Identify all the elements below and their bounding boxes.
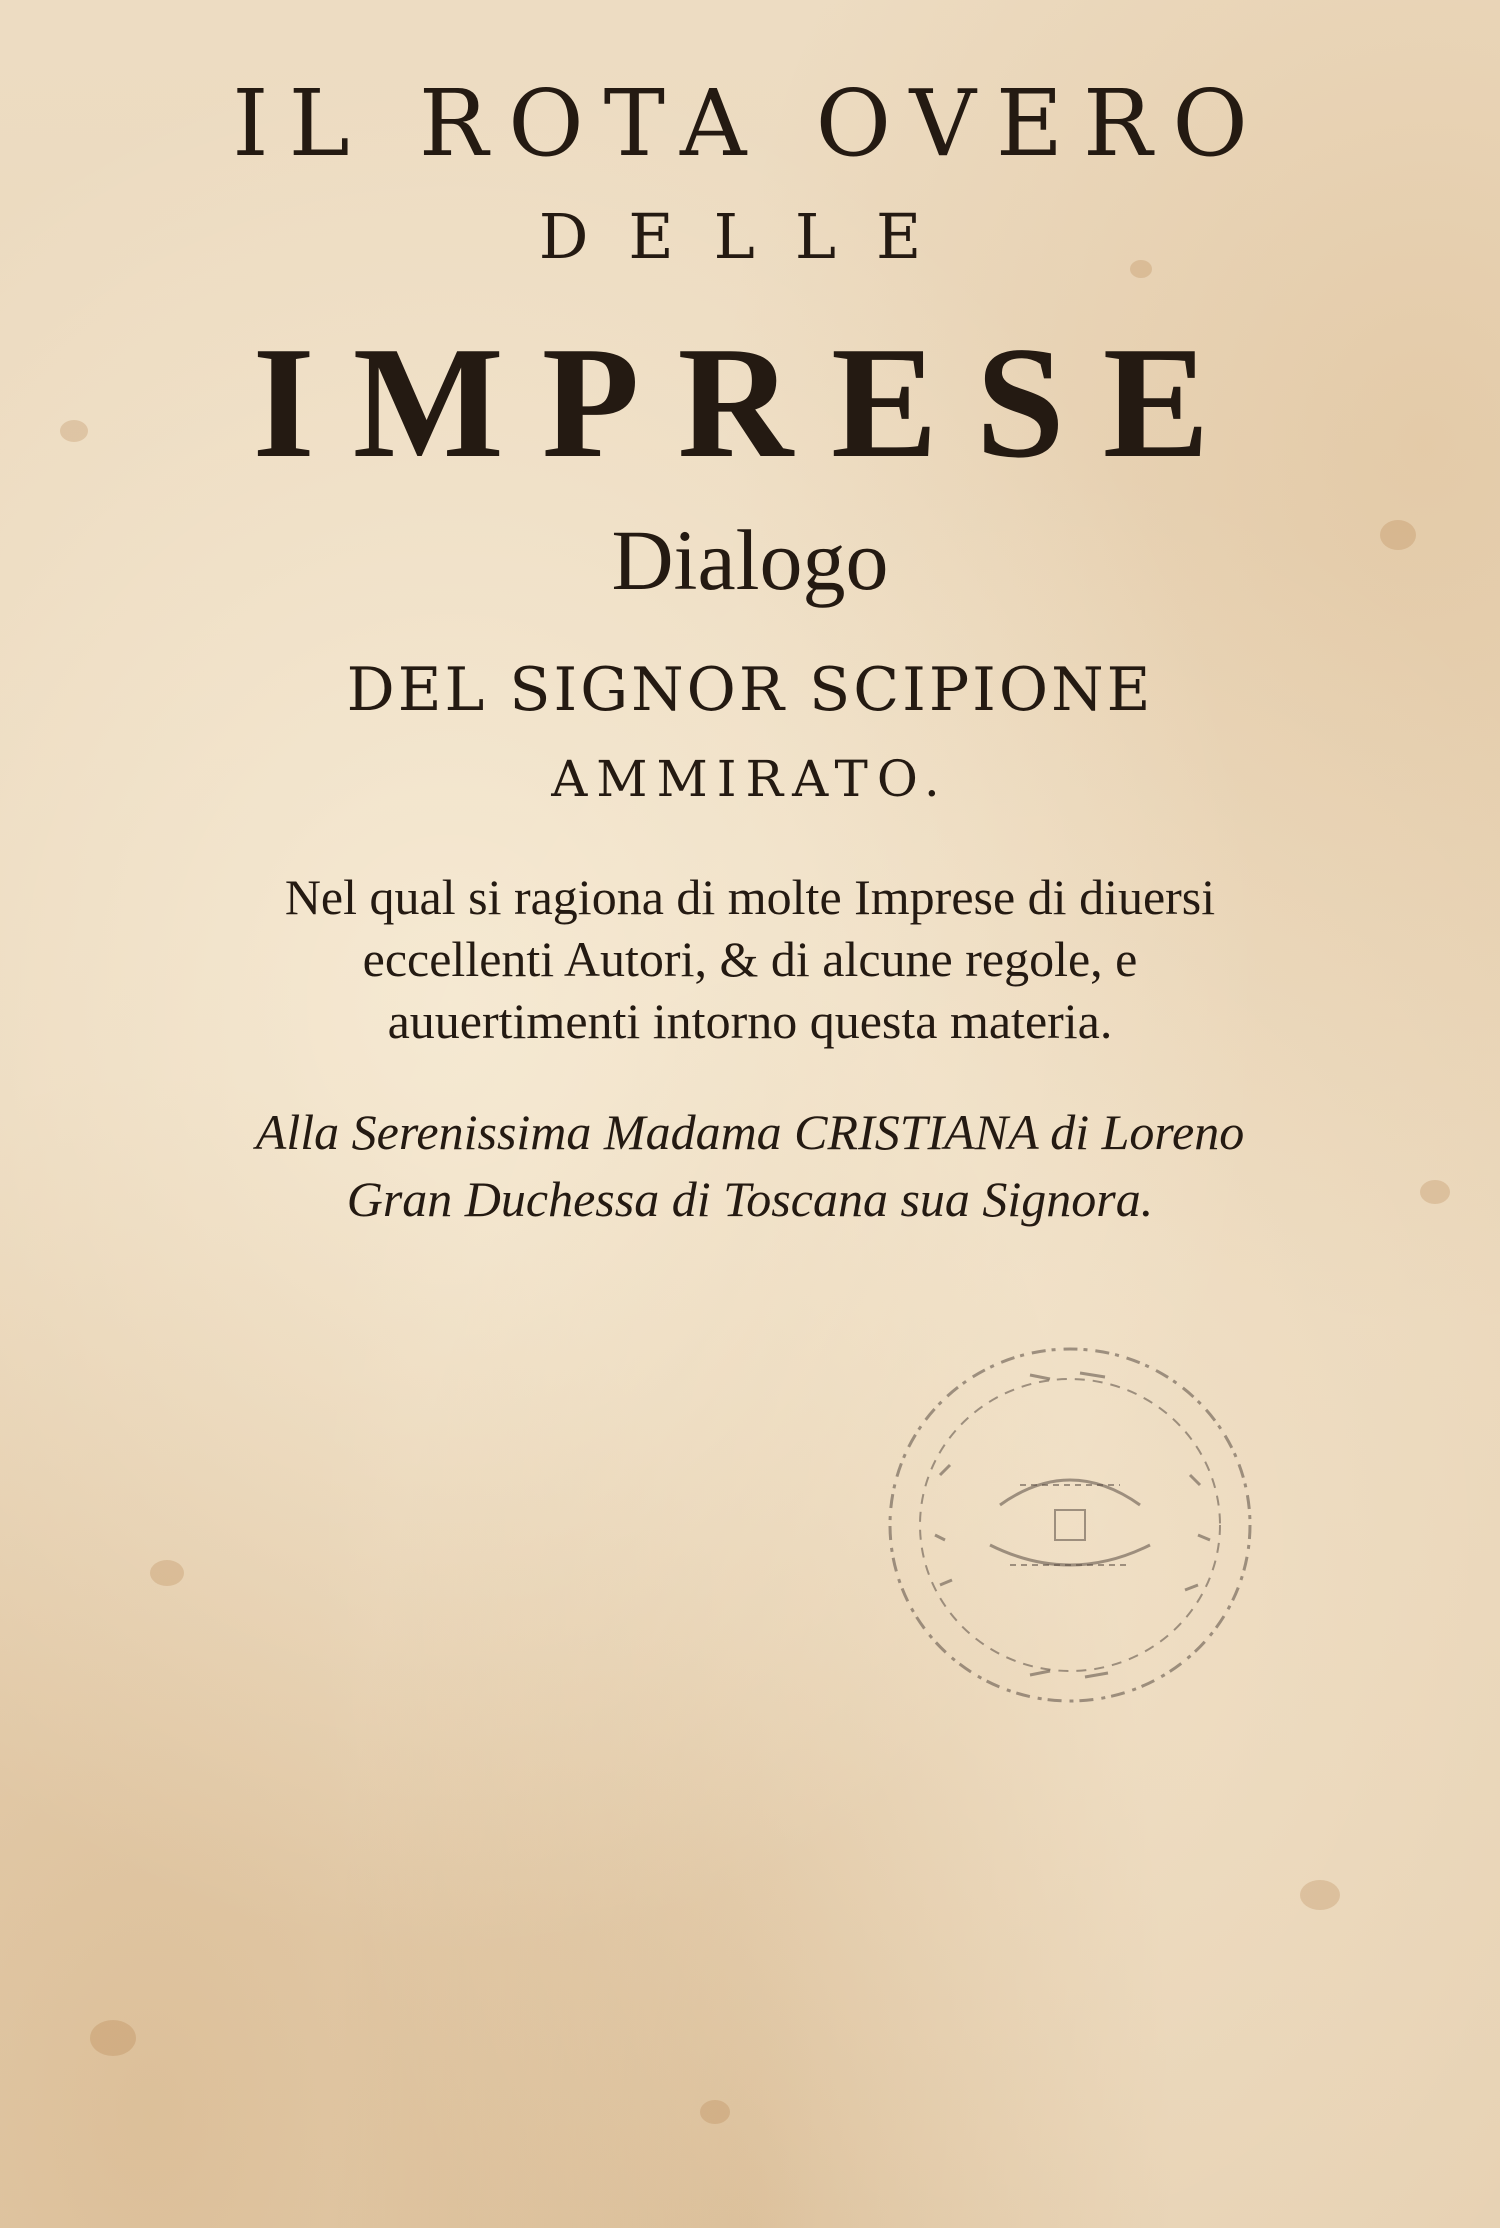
author-line-1: DEL SIGNOR SCIPIONE bbox=[346, 655, 1154, 725]
title-main: IMPRESE bbox=[252, 313, 1248, 491]
foxing-spot bbox=[150, 1560, 184, 1586]
foxing-spot bbox=[700, 2100, 730, 2124]
foxing-spot bbox=[1300, 1880, 1340, 1910]
title-line-2: DELLE bbox=[538, 200, 962, 273]
subtitle-dialogo: Dialogo bbox=[611, 512, 889, 608]
library-stamp-icon bbox=[880, 1335, 1260, 1715]
description-line: eccellenti Autori, & di alcune regole, e bbox=[362, 931, 1138, 987]
author-line-2: AMMIRATO. bbox=[551, 750, 949, 808]
foxing-spot bbox=[90, 2020, 136, 2056]
description-line: Nel qual si ragiona di molte Imprese di diuersi bbox=[284, 869, 1216, 925]
dedication-line: Gran Duchessa di Toscana sua Signora. bbox=[346, 1171, 1154, 1227]
description-line: auuertimenti intorno questa materia. bbox=[387, 993, 1113, 1049]
dedication-line: Alla Serenissima Madama CRISTIANA di Loreno bbox=[255, 1104, 1245, 1160]
title-line-1: IL ROTA OVERO bbox=[232, 70, 1268, 177]
